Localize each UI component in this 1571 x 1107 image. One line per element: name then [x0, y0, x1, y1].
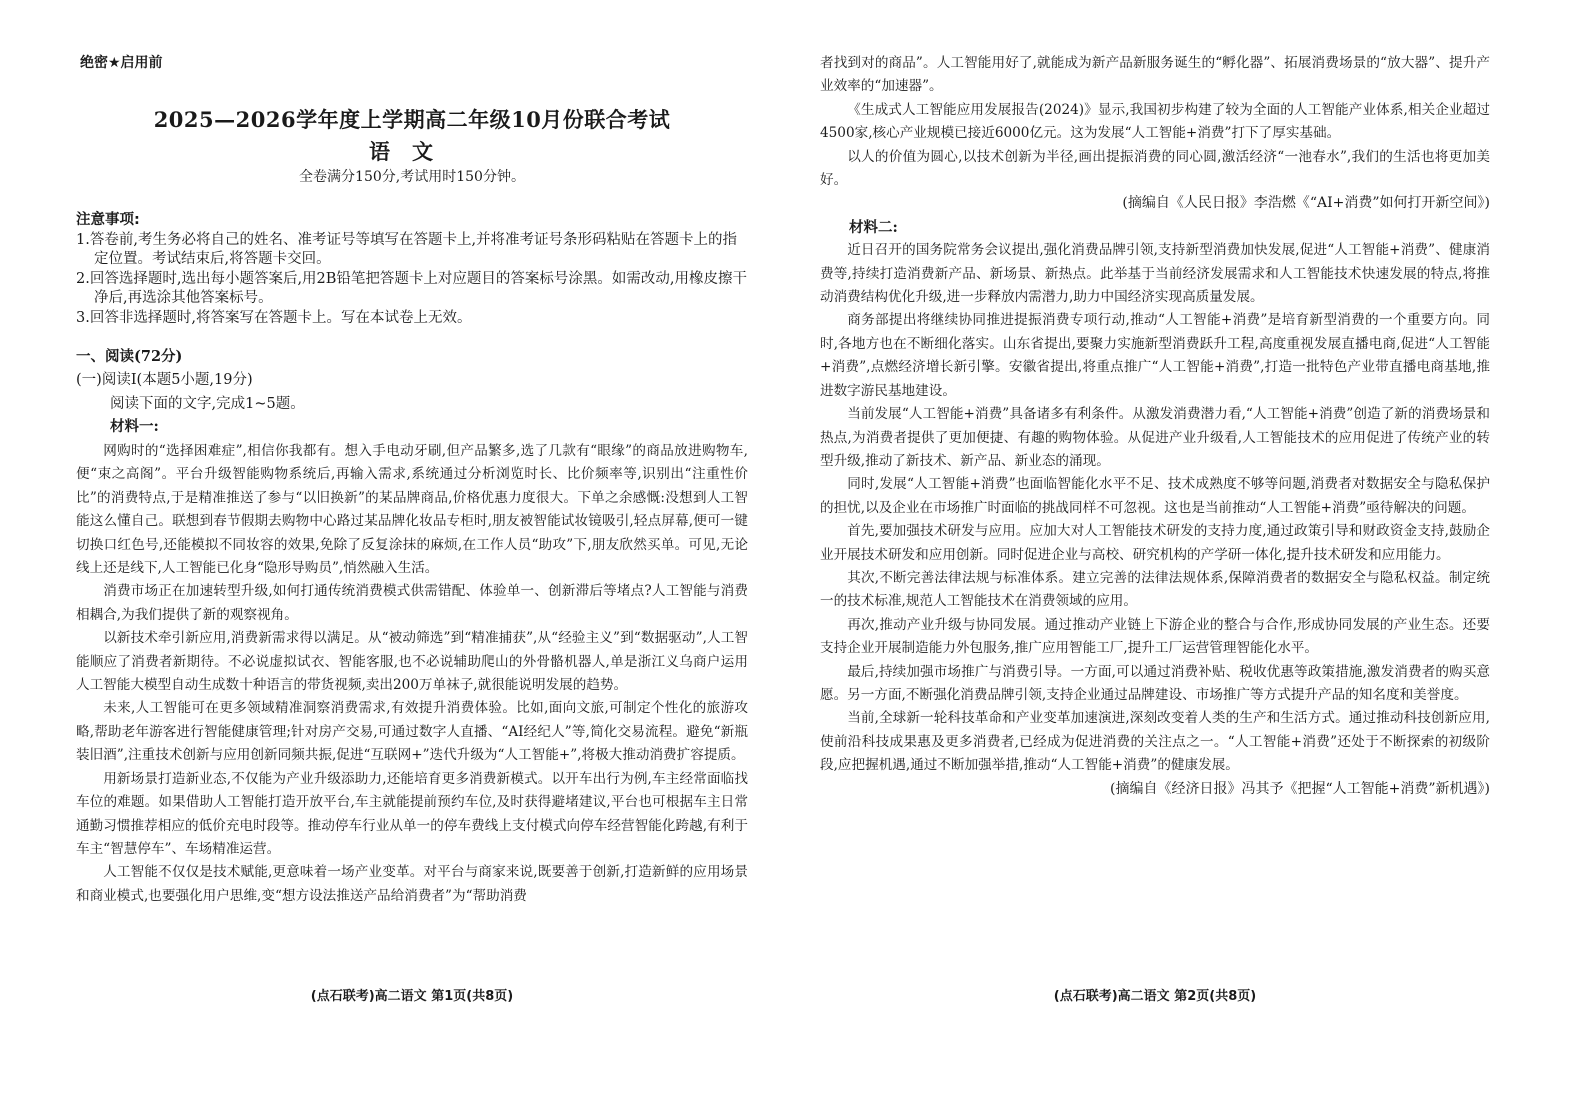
paragraph: 网购时的“选择困难症”,相信你我都有。想入手电动牙刷,但产品繁多,选了几款有“眼缘”的商品放进购物车,便“束之高阁”。平台升级智能购物系统后,再输入需求,系统通过分析浏览时长、比价频率等,识别出“注重性价比”的消费特点,于是精准推送了参与“以旧换新”的某品牌商品,价格优惠力度很大。下单之余感慨:没想到人工智能这么懂自己。联想到春节假期去购物中心路过某品牌化妆品专柜时,朋友被智能试妆镜吸引,轻点屏幕,便可一键切换口红色号,还能模拟不同妆容的效果,免除了反复涂抹的麻烦,在工作人员“助攻”下,朋友欣然买单。可见,无论线上还是线下,人工智能已化身“隐形导购员”,悄然融入生活。 [76, 443, 748, 577]
paragraph: 《生成式人工智能应用发展报告(2024)》显示,我国初步构建了较为全面的人工智能产业体系,相关企业超过4500家,核心产业规模已接近6000亿元。这为发展“人工智能+消费”打下了厚实基础。 [820, 101, 1490, 142]
paragraph: 以新技术牵引新应用,消费新需求得以满足。从“被动筛选”到“精准捕获”,从“经验主义”到“数据驱动”,人工智能顺应了消费者新期待。不必说虚拟试衣、智能客服,也不必说辅助爬山的外骨骼机器人,单是浙江义乌商户运用人工智能大模型自动生成数十种语言的带货视频,卖出200万单袜子,就很能说明发展的趋势。 [76, 630, 748, 694]
source-citation: (摘编自《人民日报》李浩燃《“AI+消费”如何打开新空间》) [1122, 195, 1490, 212]
paragraph: 同时,发展“人工智能+消费”也面临智能化水平不足、技术成熟度不够等问题,消费者对数据安全与隐私保护的担忧,以及企业在市场推广时面临的挑战同样不可忽视。这也是当前推动“人工智能+消费”亟待解决的问题。 [820, 476, 1490, 516]
note-item: 3.回答非选择题时,将答案写在答题卡上。写在本试卷上无效。 [76, 309, 472, 326]
confidential-label: 绝密★启用前 [80, 55, 163, 71]
section-heading: 一、阅读(72分) [76, 348, 183, 365]
notes-section [76, 211, 748, 328]
notes-heading: 注意事项: [76, 212, 140, 228]
paragraph: 未来,人工智能可在更多领域精准洞察消费需求,有效提升消费体验。比如,面向文旅,可制定个性化的旅游攻略,帮助老年游客进行智能健康管理;针对房产交易,可通过数字人直播、“AI经纪人”等,简化交易流程。避免“新瓶装旧酒”,注重技术创新与应用创新同频共振,促进“互联网+”迭代升级为“人工智能+”,将极大推动消费扩容提质。 [76, 700, 748, 764]
paragraph: 其次,不断完善法律法规与标准体系。建立完善的法律法规体系,保障消费者的数据安全与隐私权益。制定统一的技术标准,规范人工智能技术在消费领域的应用。 [820, 569, 1490, 610]
paragraph: 人工智能不仅仅是技术赋能,更意味着一场产业变革。对平台与商家来说,既要善于创新,打造新鲜的应用场景和商业模式,也要强化用户思维,变“想方设法推送产品给消费者”为“帮助消费 [76, 864, 748, 904]
note-item: 1.答卷前,考生务必将自己的姓名、准考证号等填写在答题卡上,并将准考证号条形码粘贴在答题卡上的指定位置。考试结束后,将答题卡交回。 [76, 231, 738, 267]
paragraph: 首先,要加强技术研发与应用。应加大对人工智能技术研发的支持力度,通过政策引导和财政资金支持,鼓励企业开展技术研发和应用创新。同时促进企业与高校、研究机构的产学研一体化,提升技术研发和应用能力。 [820, 523, 1490, 563]
paragraph: 近日召开的国务院常务会议提出,强化消费品牌引领,支持新型消费加快发展,促进“人工智能+消费”、健康消费等,持续打造消费新产品、新场景、新热点。此举基于当前经济发展需求和人工智能技术快速发展的特点,将推动消费结构优化升级,进一步释放内需潜力,助力中国经济实现高质量发展。 [820, 242, 1490, 306]
paragraph: 消费市场正在加速转型升级,如何打通传统消费模式供需错配、体验单一、创新滞后等堵点?人工智能与消费相耦合,为我们提供了新的观察视角。 [76, 583, 748, 623]
subsection-heading: (一)阅读Ⅰ(本题5小题,19分) [76, 372, 253, 388]
paragraph: 最后,持续加强市场推广与消费引导。一方面,可以通过消费补贴、税收优惠等政策措施,激发消费者的购买意愿。另一方面,不断强化消费品牌引领,支持企业通过品牌建设、市场推广等方式提升产品的知名度和美誉度。 [820, 663, 1490, 703]
right-page-body [820, 52, 1490, 801]
score-info: 全卷满分150分,考试用时150分钟。 [299, 169, 525, 185]
note-item: 2.回答选择题时,选出每小题答案后,用2B铅笔把答题卡上对应题目的答案标号涂黑。如需改动,用橡皮擦干净后,再选涂其他答案标号。 [76, 270, 748, 306]
instruction-text: 阅读下面的文字,完成1~5题。 [110, 396, 305, 412]
paragraph: 商务部提出将继续协同推进提振消费专项行动,推动“人工智能+消费”是培育新型消费的一个重要方向。同时,各地方也在不断细化落实。山东省提出,要聚力实施新型消费跃升工程,高度重视发展直播电商,促进“人工智能+消费”,点燃经济增长新引擎。安徽省提出,将重点推广“人工智能+消费”,打造一批特色产业带直播电商基地,推进数字游民基地建设。 [820, 312, 1490, 399]
exam-title: 2025—2026学年度上学期高二年级10月份联合考试 [153, 107, 671, 132]
source-citation: (摘编自《经济日报》冯其予《把握“人工智能+消费”新机遇》) [1110, 780, 1490, 797]
paragraph: 者找到对的商品”。人工智能用好了,就能成为新产品新服务诞生的“孵化器”、拓展消费场景的“放大器”、提升产业效率的“加速器”。 [820, 55, 1490, 95]
paragraph: 再次,推动产业升级与协同发展。通过推动产业链上下游企业的整合与合作,形成协同发展的产业生态。还要支持企业开展制造能力外包服务,推广应用智能工厂,提升工厂运营管理智能化水平。 [820, 616, 1490, 657]
material-1-body [76, 440, 748, 908]
paragraph: 用新场景打造新业态,不仅能为产业升级添助力,还能培育更多消费新模式。以开车出行为例,车主经常面临找车位的难题。如果借助人工智能打造开放平台,车主就能提前预约车位,及时获得避堵建议,平台也可根据车主日常通勤习惯推荐相应的低价充电时段等。推动停车行业从单一的停车费线上支付模式向停车经营智能化跨越,有利于车主“智慧停车”、车场精准运营。 [76, 770, 748, 857]
page-footer: (点石联考)高二语文 第1页(共8页) [310, 989, 514, 1004]
material-1-heading: 材料一: [110, 418, 159, 435]
paragraph: 当前,全球新一轮科技革命和产业变革加速演进,深刻改变着人类的生产和生活方式。通过推动科技创新应用,使前沿科技成果惠及更多消费者,已经成为促进消费的关注点之一。“人工智能+消费”还处于不断探索的初级阶段,应把握机遇,通过不断加强举措,推动“人工智能+消费”的健康发展。 [820, 710, 1490, 774]
subject-title: 语文 [369, 139, 455, 164]
page-footer: (点石联考)高二语文 第2页(共8页) [1053, 989, 1257, 1004]
paragraph: 以人的价值为圆心,以技术创新为半径,画出提振消费的同心圆,激活经济“一池春水”,我们的生活也将更加美好。 [820, 148, 1490, 189]
paragraph: 当前发展“人工智能+消费”具备诸多有利条件。从激发消费潜力看,“人工智能+消费”创造了新的消费场景和热点,为消费者提供了更加便捷、有趣的购物体验。从促进产业升级看,人工智能技术的应用促进了传统产业的转型升级,推动了新技术、新产品、新业态的涌现。 [820, 406, 1490, 469]
material-2-heading: 材料二: [849, 218, 898, 236]
